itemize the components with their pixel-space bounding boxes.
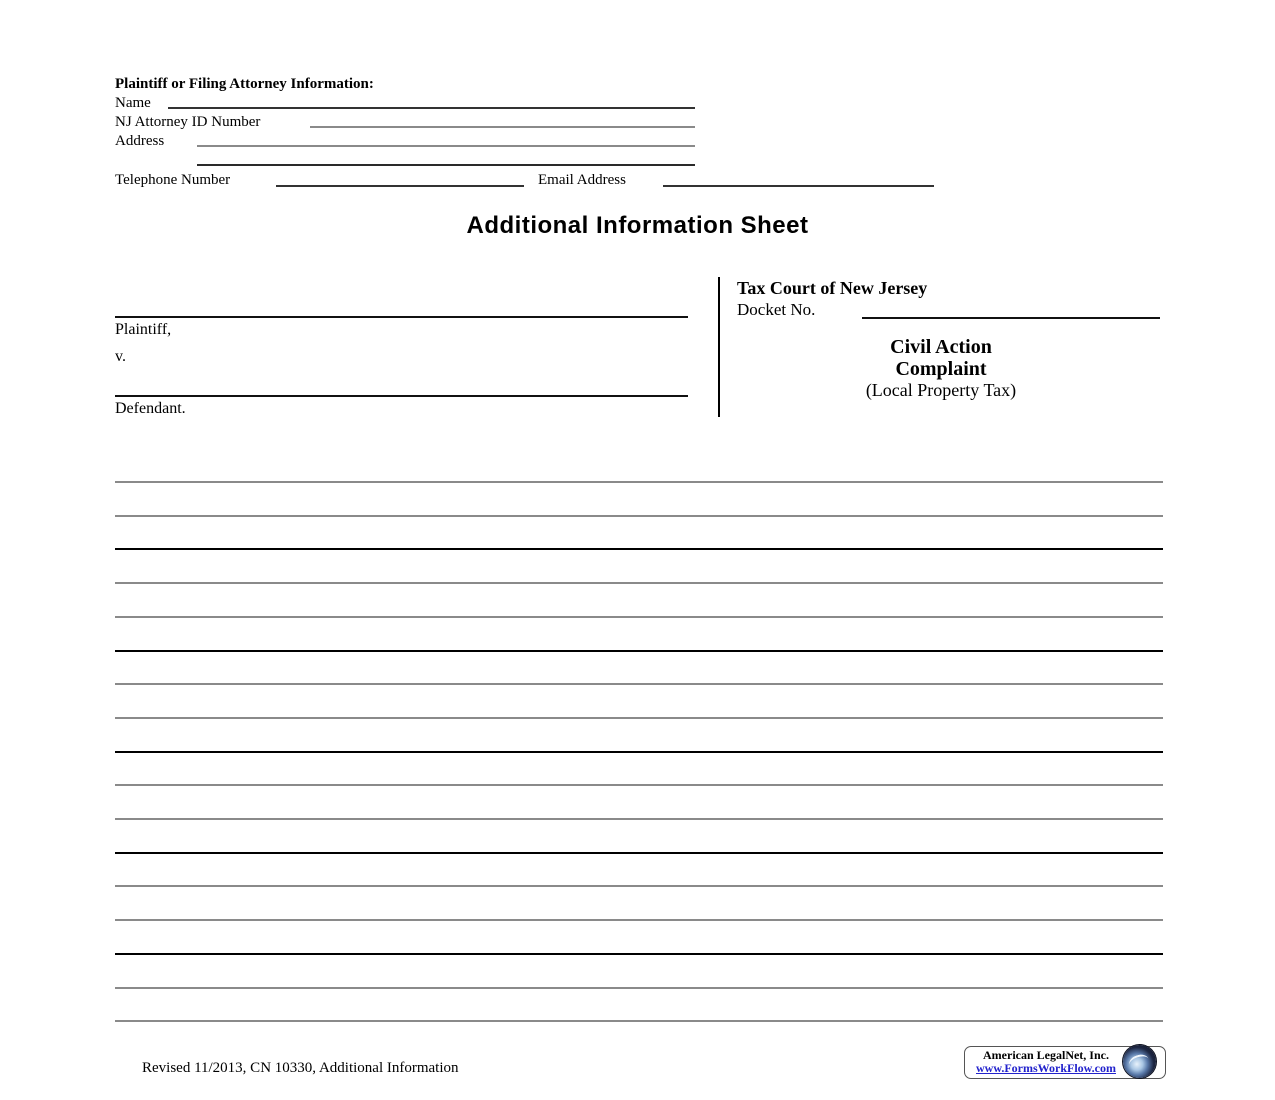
ruled-line[interactable]: [115, 616, 1163, 618]
ruled-line[interactable]: [115, 987, 1163, 989]
action-subtitle: (Local Property Tax): [865, 380, 1017, 400]
ruled-line[interactable]: [115, 548, 1163, 550]
ruled-line[interactable]: [115, 650, 1163, 652]
name-label: Name: [115, 95, 151, 111]
ruled-line[interactable]: [115, 852, 1163, 854]
ruled-line[interactable]: [115, 919, 1163, 921]
ruled-line[interactable]: [115, 717, 1163, 719]
action-title-line1: Civil Action: [890, 336, 992, 358]
legalnet-company-name: American LegalNet, Inc.: [983, 1048, 1109, 1062]
writing-area: [115, 0, 1163, 1100]
revision-footer-text: Revised 11/2013, CN 10330, Additional Information: [142, 1060, 459, 1076]
ruled-line[interactable]: [115, 582, 1163, 584]
legalnet-logo-swirl: [1127, 1052, 1150, 1071]
ruled-line[interactable]: [115, 683, 1163, 685]
docket-label: Docket No.: [737, 300, 816, 319]
ruled-line[interactable]: [115, 515, 1163, 517]
legalnet-logo-icon: [1123, 1045, 1156, 1078]
action-title-line2: Complaint: [895, 358, 987, 380]
plaintiff-label: Plaintiff,: [115, 321, 172, 338]
versus-label: v.: [115, 348, 126, 365]
ruled-line[interactable]: [115, 885, 1163, 887]
ruled-line[interactable]: [115, 481, 1163, 483]
ruled-line[interactable]: [115, 953, 1163, 955]
court-name: Tax Court of New Jersey: [737, 278, 928, 298]
ruled-line[interactable]: [115, 818, 1163, 820]
ruled-line[interactable]: [115, 751, 1163, 753]
email-label: Email Address: [538, 172, 626, 188]
attorney-id-label: NJ Attorney ID Number: [115, 114, 261, 130]
defendant-label: Defendant.: [115, 400, 186, 417]
formsworkflow-link[interactable]: www.FormsWorkFlow.com: [976, 1061, 1116, 1075]
page-title: Additional Information Sheet: [466, 212, 809, 239]
address-label: Address: [115, 133, 165, 149]
phone-label: Telephone Number: [115, 172, 231, 188]
ruled-line[interactable]: [115, 1020, 1163, 1022]
attorney-info-heading: Plaintiff or Filing Attorney Information:: [115, 76, 374, 92]
ruled-line[interactable]: [115, 784, 1163, 786]
